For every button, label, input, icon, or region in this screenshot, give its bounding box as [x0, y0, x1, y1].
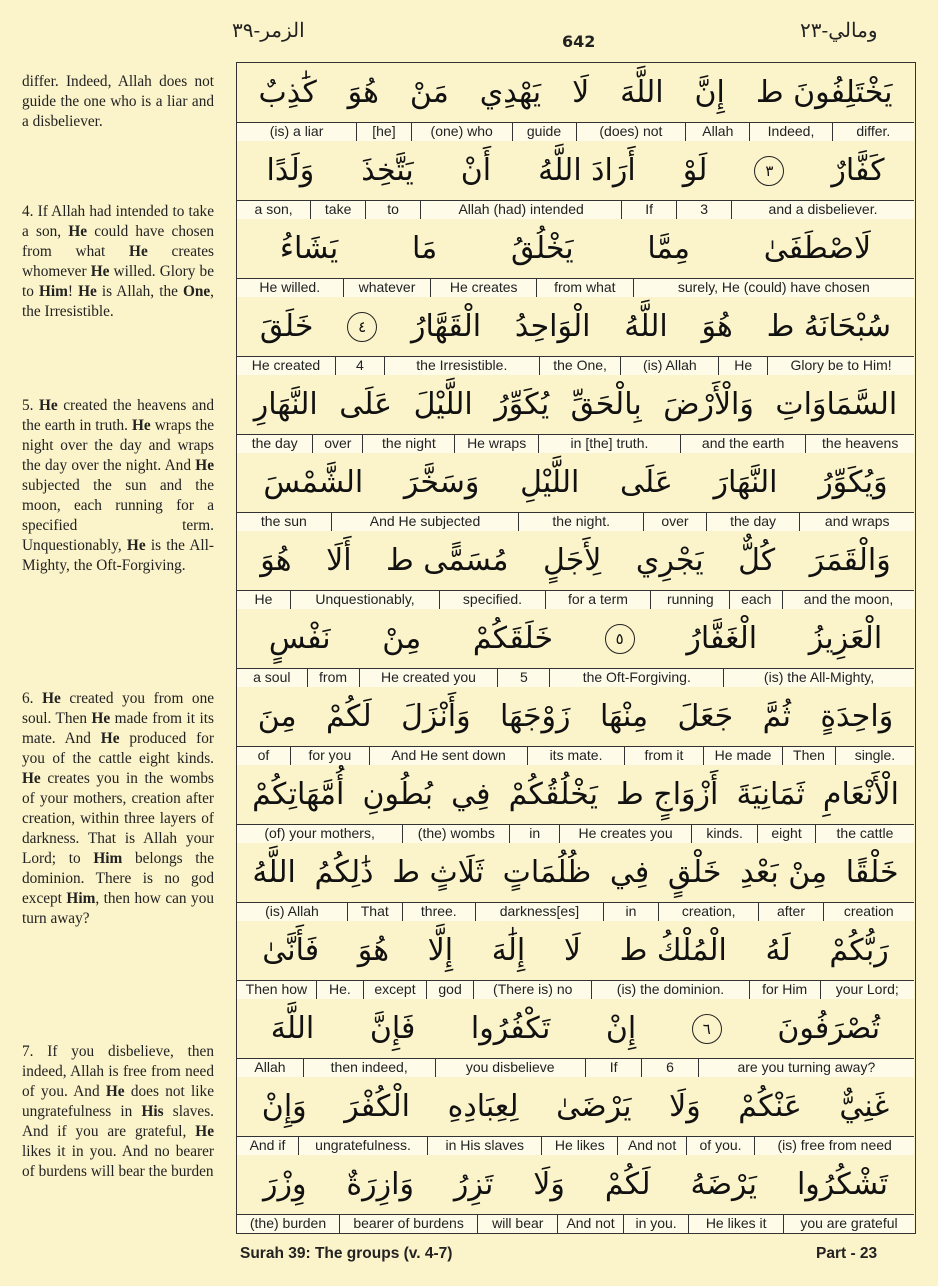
arabic-word: ذَٰلِكُمُ: [314, 855, 374, 890]
gloss-cell: and a disbeliever.: [731, 201, 914, 219]
arabic-word: فِي: [609, 855, 650, 890]
arabic-word: اللَّهُ: [624, 309, 668, 344]
gloss-cell: He created you: [359, 669, 498, 687]
verse-row: [237, 921, 914, 999]
gloss-cell: Allah: [237, 1059, 303, 1077]
gloss-cell: over: [312, 435, 362, 453]
english-gloss-line: [237, 1136, 914, 1155]
footer-surah: Surah 39: The groups (v. 4-7): [240, 1245, 453, 1262]
arabic-line: [237, 375, 914, 434]
arabic-word: مَنْ: [409, 75, 449, 110]
translation-para-6: 6. He created you from one soul. Then He made from it its mate. And He produced for you of the cattle eight kinds. He creates you in the wombs of your mothers, creation after creation, within three layers of darkness. That is Allah your Lord; to Him belongs the dominion. There is no god except Him, then how can you turn away?: [22, 690, 215, 927]
gloss-cell: then indeed,: [303, 1059, 435, 1077]
gloss-cell: three.: [402, 903, 475, 921]
arabic-line: [237, 765, 914, 824]
arabic-word: اللَّيْلَ: [413, 387, 473, 422]
arabic-word: أَنْ: [460, 153, 492, 188]
header-surah-arabic: الزمر-٣٩: [232, 18, 305, 42]
arabic-word: اللَّهَ: [270, 1011, 315, 1046]
gloss-cell: Glory be to Him!: [767, 357, 914, 375]
gloss-cell: And not: [557, 1215, 623, 1233]
gloss-cell: the day: [237, 435, 312, 453]
gloss-cell: the heavens: [805, 435, 914, 453]
gloss-cell: a son,: [237, 201, 310, 219]
arabic-word: لَا: [563, 933, 581, 968]
gloss-cell: He wraps: [454, 435, 538, 453]
gloss-cell: guide: [512, 123, 576, 141]
arabic-word: ظُلُمَاتٍ: [502, 855, 592, 890]
arabic-word: مُسَمًّى ط: [386, 543, 509, 578]
gloss-cell: to: [365, 201, 420, 219]
ayah-marker: ٦: [692, 1014, 722, 1044]
arabic-word: رَبُّكُمْ: [829, 933, 889, 968]
arabic-word: يَتَّخِذَ: [361, 153, 414, 188]
gloss-cell: surely, He (could) have chosen: [633, 279, 914, 297]
arabic-word: مِنْهَا: [599, 699, 649, 734]
verse-row: [237, 453, 914, 531]
gloss-cell: will bear: [477, 1215, 557, 1233]
gloss-cell: of: [237, 747, 290, 765]
gloss-cell: the night.: [518, 513, 643, 531]
gloss-cell: its mate.: [527, 747, 624, 765]
arabic-word: النَّهَارَ: [713, 465, 778, 500]
arabic-word: يَخْتَلِفُونَ ط: [755, 75, 893, 110]
gloss-cell: bearer of burdens: [339, 1215, 477, 1233]
gloss-cell: a soul: [237, 669, 306, 687]
arabic-word: وَالْأَرْضَ: [663, 387, 754, 422]
gloss-cell: (one) who: [411, 123, 512, 141]
arabic-line: [237, 609, 914, 668]
gloss-cell: And He sent down: [369, 747, 527, 765]
verse-row: [237, 843, 914, 921]
gloss-cell: (the) burden: [237, 1215, 339, 1233]
arabic-line: [237, 1155, 914, 1214]
arabic-word: كَٰذِبٌ: [258, 75, 317, 110]
gloss-cell: in: [603, 903, 658, 921]
arabic-word: لَهُ: [765, 933, 791, 968]
verse-row: [237, 1077, 914, 1155]
gloss-cell: And if: [237, 1137, 298, 1155]
gloss-cell: He: [718, 357, 767, 375]
gloss-cell: 3: [676, 201, 731, 219]
english-gloss-line: [237, 278, 914, 297]
arabic-word: يَرْضَىٰ: [556, 1089, 632, 1124]
gloss-cell: and wraps: [799, 513, 914, 531]
arabic-word: خَلْقٍ: [667, 855, 722, 890]
header-part-arabic: ومالي-٢٣: [800, 18, 878, 42]
arabic-word: وَسَخَّرَ: [403, 465, 480, 500]
arabic-word: ثُمَّ: [762, 699, 791, 734]
arabic-word: لَا: [572, 75, 590, 110]
arabic-word: عَلَى: [339, 387, 393, 422]
gloss-cell: running: [650, 591, 729, 609]
gloss-cell: whatever: [343, 279, 431, 297]
arabic-word: لِأَجَلٍ: [543, 543, 602, 578]
gloss-cell: for Him: [749, 981, 820, 999]
arabic-word: إِلَّا: [427, 933, 454, 968]
gloss-cell: (of) your mothers,: [237, 825, 402, 843]
gloss-cell: your Lord;: [820, 981, 914, 999]
gloss-cell: you are grateful: [783, 1215, 914, 1233]
gloss-cell: He willed.: [237, 279, 343, 297]
gloss-cell: except: [363, 981, 426, 999]
arabic-word: يَخْلُقُكُمْ: [508, 777, 598, 812]
arabic-word: الْقَهَّارُ: [410, 309, 482, 344]
gloss-cell: 4: [335, 357, 384, 375]
english-gloss-line: [237, 434, 914, 453]
gloss-cell: That: [347, 903, 402, 921]
arabic-word: الْأَنْعَامِ: [822, 777, 899, 812]
arabic-word: اللَّهُ: [252, 855, 296, 890]
arabic-word: أَرَادَ اللَّهُ: [538, 153, 636, 188]
arabic-word: تَشْكُرُوا: [796, 1167, 888, 1202]
gloss-cell: (is) the dominion.: [591, 981, 748, 999]
gloss-cell: the Irresistible.: [384, 357, 539, 375]
arabic-word: وَإِنْ: [261, 1089, 307, 1124]
ayah-marker: ٤: [347, 312, 377, 342]
gloss-cell: If: [621, 201, 676, 219]
gloss-cell: Indeed,: [749, 123, 831, 141]
arabic-line: [237, 1077, 914, 1136]
word-by-word-grid: [236, 62, 916, 1234]
arabic-word: وَلَا: [669, 1089, 701, 1124]
gloss-cell: from it: [624, 747, 703, 765]
verse-row: [237, 375, 914, 453]
gloss-cell: for you: [290, 747, 369, 765]
arabic-line: [237, 141, 914, 200]
arabic-word: فَإِنَّ: [369, 1011, 416, 1046]
verse-row: [237, 1155, 914, 1233]
arabic-word: مِنَ: [257, 699, 297, 734]
arabic-word: لَكُمْ: [604, 1167, 651, 1202]
arabic-word: يُكَوِّرُ: [494, 387, 550, 422]
arabic-word: أُمَّهَاتِكُمْ: [252, 777, 345, 812]
arabic-line: [237, 843, 914, 902]
gloss-cell: 6: [641, 1059, 697, 1077]
gloss-cell: you disbelieve: [435, 1059, 585, 1077]
gloss-cell: in His slaves: [427, 1137, 541, 1155]
english-gloss-line: [237, 746, 914, 765]
arabic-word: أَزْوَاجٍ ط: [616, 777, 719, 812]
ayah-marker: ٥: [605, 624, 635, 654]
arabic-word: لَوْ: [682, 153, 708, 188]
arabic-word: يَرْضَهُ: [690, 1167, 757, 1202]
arabic-word: الْوَاحِدُ: [514, 309, 591, 344]
gloss-cell: over: [643, 513, 705, 531]
arabic-word: جَعَلَ: [677, 699, 734, 734]
verse-row: [237, 687, 914, 765]
gloss-cell: creation,: [658, 903, 759, 921]
gloss-cell: And He subjected: [331, 513, 518, 531]
gloss-cell: creation: [823, 903, 914, 921]
gloss-cell: take: [310, 201, 365, 219]
arabic-word: مِنْ: [382, 621, 422, 656]
arabic-word: تَزِرُ: [453, 1167, 494, 1202]
arabic-word: يَجْرِي: [635, 543, 704, 578]
arabic-line: [237, 219, 914, 278]
gloss-cell: 5: [497, 669, 549, 687]
gloss-cell: the Oft-Forgiving.: [549, 669, 723, 687]
english-gloss-line: [237, 668, 914, 687]
gloss-cell: from what: [536, 279, 633, 297]
gloss-cell: (is) Allah: [620, 357, 718, 375]
gloss-cell: after: [758, 903, 822, 921]
arabic-word: وَلَا: [533, 1167, 565, 1202]
arabic-word: سُبْحَانَهُ ط: [766, 309, 892, 344]
gloss-cell: Then how: [237, 981, 316, 999]
arabic-word: كُلٌّ: [738, 543, 776, 578]
arabic-word: ثَمَانِيَةَ: [736, 777, 805, 812]
gloss-cell: and the moon,: [782, 591, 914, 609]
english-gloss-line: [237, 590, 914, 609]
arabic-word: إِلَٰهَ: [491, 933, 526, 968]
gloss-cell: in [the] truth.: [538, 435, 680, 453]
gloss-cell: He made: [703, 747, 782, 765]
arabic-word: أَلَا: [326, 543, 352, 578]
arabic-word: يَهْدِي: [479, 75, 542, 110]
translation-para-7: 7. If you disbelieve, then indeed, Allah is free from need of you. And He does not like ungratefulness in His slaves. And if you are grateful, He likes it in you. And no bearer of burdens will bear the burden: [22, 1043, 214, 1180]
gloss-cell: Then: [782, 747, 835, 765]
english-gloss-line: [237, 122, 914, 141]
arabic-word: غَنِيٌّ: [839, 1089, 890, 1124]
gloss-cell: differ.: [832, 123, 914, 141]
gloss-cell: He creates you: [559, 825, 691, 843]
arabic-line: [237, 531, 914, 590]
gloss-cell: He created: [237, 357, 335, 375]
gloss-cell: the One,: [539, 357, 621, 375]
english-gloss-line: [237, 356, 914, 375]
arabic-word: الْكُفْرَ: [344, 1089, 411, 1124]
gloss-cell: god: [426, 981, 473, 999]
gloss-cell: (There is) no: [473, 981, 591, 999]
arabic-word: كَفَّارٌ: [831, 153, 885, 188]
arabic-word: عَنْكُمْ: [738, 1089, 802, 1124]
english-gloss-line: [237, 512, 914, 531]
verse-row: [237, 219, 914, 297]
gloss-cell: the sun: [237, 513, 331, 531]
arabic-word: يَشَاءُ: [279, 231, 339, 266]
arabic-line: [237, 999, 914, 1058]
gloss-cell: for a term: [545, 591, 651, 609]
verse-row: [237, 999, 914, 1077]
english-gloss-line: [237, 902, 914, 921]
gloss-cell: (does) not: [576, 123, 686, 141]
ayah-marker: ٣: [754, 156, 784, 186]
verse-row: [237, 63, 914, 141]
gloss-cell: (is) a liar: [237, 123, 356, 141]
arabic-word: خَلَقَ: [259, 309, 314, 344]
gloss-cell: the day: [706, 513, 800, 531]
english-gloss-line: [237, 980, 914, 999]
arabic-word: مِمَّا: [647, 231, 690, 266]
gloss-cell: single.: [835, 747, 914, 765]
gloss-cell: And not: [617, 1137, 685, 1155]
gloss-cell: [he]: [356, 123, 411, 141]
gloss-cell: If: [585, 1059, 641, 1077]
gloss-cell: He: [237, 591, 290, 609]
gloss-cell: and the earth: [680, 435, 805, 453]
arabic-word: الْمُلْكُ ط: [619, 933, 727, 968]
gloss-cell: He likes it: [688, 1215, 783, 1233]
arabic-word: وَاحِدَةٍ: [820, 699, 894, 734]
gloss-cell: (is) the All-Mighty,: [723, 669, 914, 687]
arabic-word: مَا: [411, 231, 438, 266]
gloss-cell: He likes: [541, 1137, 617, 1155]
arabic-word: نَفْسٍ: [268, 621, 331, 656]
arabic-word: فِي: [451, 777, 491, 812]
arabic-line: [237, 297, 914, 356]
gloss-cell: eight: [757, 825, 815, 843]
gloss-cell: (is) Allah: [237, 903, 347, 921]
arabic-word: زَوْجَهَا: [500, 699, 571, 734]
gloss-cell: Allah (had) intended: [420, 201, 621, 219]
page-number: 642: [562, 32, 596, 51]
gloss-cell: each: [729, 591, 782, 609]
english-gloss-line: [237, 824, 914, 843]
arabic-word: وَلَدًا: [266, 153, 315, 188]
english-gloss-line: [237, 1058, 914, 1077]
gloss-cell: He creates: [430, 279, 536, 297]
gloss-cell: Unquestionably,: [290, 591, 439, 609]
arabic-word: هُوَ: [260, 543, 292, 578]
translation-para-5: 5. He created the heavens and the earth in truth. He wraps the night over the day and wraps the day over the night. And He subjected the sun and the moon, each running for a specified term. Unquestionably, He is the All-Mighty, the Oft-Forgiving.: [22, 397, 215, 574]
arabic-word: ثَلَاثٍ ط: [392, 855, 484, 890]
gloss-cell: the night: [362, 435, 454, 453]
gloss-cell: He.: [316, 981, 363, 999]
arabic-word: عَلَى: [619, 465, 673, 500]
gloss-cell: the cattle: [815, 825, 914, 843]
verse-row: [237, 141, 914, 219]
gloss-cell: from: [307, 669, 359, 687]
verse-row: [237, 297, 914, 375]
arabic-word: بِالْحَقِّ: [570, 387, 642, 422]
arabic-word: تُصْرَفُونَ: [777, 1011, 881, 1046]
arabic-word: اللَّهَ: [620, 75, 664, 110]
arabic-word: خَلْقًا: [845, 855, 899, 890]
footer-part: Part - 23: [816, 1245, 878, 1262]
arabic-word: اللَّيْلِ: [520, 465, 580, 500]
arabic-word: وَيُكَوِّرُ: [818, 465, 888, 500]
arabic-word: وِزْرَ: [262, 1167, 307, 1202]
arabic-word: مِنْ بَعْدِ: [740, 855, 828, 890]
translation-para-1: differ. Indeed, Allah does not guide the one who is a liar and a disbeliever.: [22, 73, 214, 130]
verse-row: [237, 531, 914, 609]
gloss-cell: Allah: [685, 123, 749, 141]
english-gloss-line: [237, 200, 914, 219]
arabic-word: تَكْفُرُوا: [470, 1011, 551, 1046]
gloss-cell: in: [509, 825, 559, 843]
gloss-cell: ungratefulness.: [298, 1137, 427, 1155]
arabic-line: [237, 453, 914, 512]
gloss-cell: in you.: [623, 1215, 689, 1233]
translation-para-4: 4. If Allah had intended to take a son, He could have chosen from what He creates whomever He willed. Glory be to Him! He is Allah, the One, the Irresistible.: [22, 203, 215, 320]
arabic-word: الْغَفَّارُ: [686, 621, 758, 656]
gloss-cell: (the) wombs: [402, 825, 509, 843]
arabic-word: يَخْلُقُ: [510, 231, 574, 266]
gloss-cell: are you turning away?: [698, 1059, 914, 1077]
arabic-word: وَأَنْزَلَ: [401, 699, 471, 734]
arabic-word: خَلَقَكُمْ: [472, 621, 554, 656]
arabic-word: السَّمَاوَاتِ: [775, 387, 898, 422]
arabic-word: لِعِبَادِهِ: [447, 1089, 519, 1124]
arabic-line: [237, 63, 914, 122]
arabic-word: وَازِرَةٌ: [346, 1167, 414, 1202]
arabic-word: الْعَزِيزُ: [808, 621, 883, 656]
arabic-word: لَاصْطَفَىٰ: [763, 231, 872, 266]
gloss-cell: darkness[es]: [475, 903, 603, 921]
arabic-word: بُطُونِ: [362, 777, 433, 812]
verse-row: [237, 609, 914, 687]
arabic-line: [237, 687, 914, 746]
arabic-word: الشَّمْسَ: [263, 465, 364, 500]
arabic-word: إِنَّ: [694, 75, 725, 110]
arabic-word: إِنْ: [605, 1011, 637, 1046]
english-gloss-line: [237, 1214, 914, 1233]
arabic-word: لَكُمْ: [326, 699, 372, 734]
arabic-word: هُوَ: [357, 933, 390, 968]
arabic-word: وَالْقَمَرَ: [809, 543, 891, 578]
gloss-cell: kinds.: [691, 825, 757, 843]
gloss-cell: of you.: [686, 1137, 754, 1155]
gloss-cell: (is) free from need: [754, 1137, 914, 1155]
arabic-line: [237, 921, 914, 980]
arabic-word: فَأَنَّىٰ: [262, 933, 320, 968]
verse-row: [237, 765, 914, 843]
arabic-word: هُوَ: [347, 75, 379, 110]
gloss-cell: specified.: [439, 591, 545, 609]
arabic-word: النَّهَارِ: [253, 387, 318, 422]
arabic-word: هُوَ: [701, 309, 733, 344]
